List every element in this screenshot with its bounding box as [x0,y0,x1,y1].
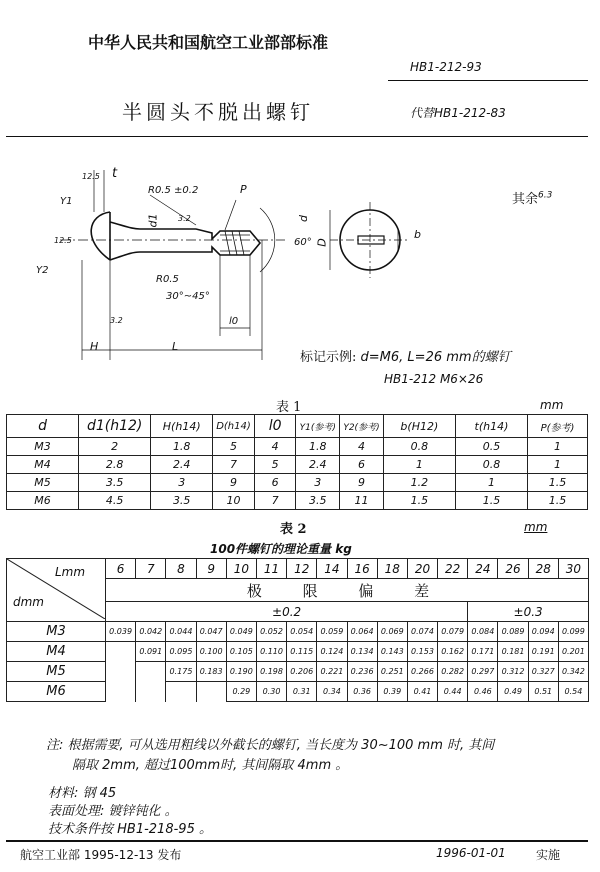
t2-cell [106,682,136,702]
marking-desc: d=M6, L=26 mm的螺钉 [360,350,511,365]
t1-cell: M4 [7,456,79,474]
label-H: H [90,340,99,353]
marking-code: HB1-212 M6×26 [384,372,484,386]
t2-len: 30 [558,559,588,579]
label-r1: R0.5 ±0.2 [148,185,199,196]
t1-h-7: b(H12) [383,415,455,438]
material: 材料: 钢 45 [48,786,117,801]
table1 [6,414,588,510]
t1-h-4: l0 [254,415,296,438]
t2-cell: 0.049 [226,622,256,642]
t2-cell [136,682,166,702]
t2-cell: 0.236 [347,662,377,682]
label-L: L [172,340,179,353]
t2-len: 8 [166,559,196,579]
label-t: t [112,166,118,181]
t1-cell: 4.5 [79,492,151,510]
t2-cell: 0.327 [528,662,558,682]
note-line2: 隔取 2mm, 超过100mm时, 其间隔取 4mm 。 [72,758,349,773]
table-row [7,492,588,510]
t2-cell: 0.143 [377,642,407,662]
t2-cell [106,662,136,682]
t2-cell: 0.153 [407,642,437,662]
t2-corner [7,559,106,622]
title-rule [6,136,588,137]
t2-cell: 0.042 [136,622,166,642]
t2-cell: 0.251 [377,662,407,682]
ra-3-2-a: 3.2 [178,214,191,223]
table2-caption: 100件螺钉的理论重量 kg [210,542,352,556]
t2-len: 16 [347,559,377,579]
label-D: D [315,238,329,247]
t1-cell: M5 [7,474,79,492]
marking-example [300,346,511,365]
note-line1: 注: 根据需要, 可从选用粗线以外截长的螺钉, 当长度为 30~100 mm 时, 其间 [46,738,495,753]
surface-note-text: 其余 [512,192,539,207]
table1-header-row [7,415,588,438]
t1-h-1: d1(h12) [79,415,151,438]
t2-cell: 0.190 [226,662,256,682]
t2-cell: 0.091 [136,642,166,662]
label-y1: Y1 [60,196,73,207]
label-d: d [296,215,310,222]
t2-cell: 0.074 [407,622,437,642]
t2-cell: 0.124 [317,642,347,662]
t2-cell: 0.044 [166,622,196,642]
t1-cell: 1.5 [528,492,588,510]
t2-cell [136,662,166,682]
t2-cell: 0.171 [468,642,498,662]
surface-note-value: 6.3 [538,190,553,201]
t2-len: 10 [226,559,256,579]
t2-len: 22 [438,559,468,579]
t1-cell: 2.8 [79,456,151,474]
table2-title: 表 2 [280,522,307,537]
marking-label: 标记示例: [300,350,357,365]
label-d1: d1 [146,213,160,228]
t2-cell [196,682,226,702]
issuer: 航空工业部 1995-12-13 发布 [20,848,182,862]
ra-3-2-b: 3.2 [110,316,123,325]
t1-cell: 2.4 [151,456,213,474]
t2-cell: 0.44 [438,682,468,702]
t1-h-6: Y2(参考) [340,415,384,438]
t2-len: 11 [256,559,286,579]
t1-cell: 2 [79,438,151,456]
t1-cell: 11 [340,492,384,510]
t2-cell: 0.39 [377,682,407,702]
t2-len: 28 [528,559,558,579]
table-row [7,622,589,642]
table2 [6,558,589,702]
t2-len: 18 [377,559,407,579]
t1-h-3: D(h14) [213,415,255,438]
table-row [7,474,588,492]
t2-cell: 0.089 [498,622,528,642]
t2-len: 9 [196,559,226,579]
t1-h-8: t(h14) [455,415,527,438]
t2-len: 6 [106,559,136,579]
standard-code: HB1-212-93 [410,60,482,74]
t1-cell: 10 [213,492,255,510]
surface-note [512,188,552,207]
t2-tol2: ±0.3 [468,602,589,622]
t2-cell: 0.297 [468,662,498,682]
t1-cell: 9 [213,474,255,492]
t2-cell: 0.221 [317,662,347,682]
t2-dia: M5 [7,662,106,682]
t2-len: 26 [498,559,528,579]
t1-cell: 1.8 [151,438,213,456]
table-row [7,682,589,702]
t2-cell: 0.134 [347,642,377,662]
t1-cell: 9 [340,474,384,492]
footer-rule [6,840,588,842]
t2-cell: 0.34 [317,682,347,702]
ra-12-5-a: 12.5 [82,172,100,181]
t2-cell: 0.312 [498,662,528,682]
table-row [7,662,589,682]
surface-treatment: 表面处理: 镀锌钝化 。 [48,804,178,819]
t2-cell: 0.100 [196,642,226,662]
label-angle: 30°~45° [166,291,210,302]
t1-cell: 1 [383,456,455,474]
t1-cell: 3.5 [296,492,340,510]
label-l0: l0 [229,316,239,327]
t1-cell: 6 [340,456,384,474]
t1-cell: 2.4 [296,456,340,474]
t1-cell: 7 [213,456,255,474]
t2-cell: 0.079 [438,622,468,642]
t2-cell: 0.36 [347,682,377,702]
label-p: P [240,183,247,196]
t2-cell: 0.052 [256,622,286,642]
t2-length-row [7,559,589,579]
t1-cell: 3 [296,474,340,492]
t1-cell: 3.5 [79,474,151,492]
t1-cell: 3 [151,474,213,492]
t2-cell: 0.31 [287,682,317,702]
t2-cell: 0.059 [317,622,347,642]
t2-cell: 0.41 [407,682,437,702]
replace-code: 代替HB1-212-83 [410,106,506,120]
t2-cell: 0.105 [226,642,256,662]
t2-cell: 0.054 [287,622,317,642]
t2-cell: 0.282 [438,662,468,682]
t2-len: 14 [317,559,347,579]
t2-cell: 0.191 [528,642,558,662]
t1-cell: 0.5 [455,438,527,456]
t2-cell: 0.064 [347,622,377,642]
t2-cell: 0.162 [438,642,468,662]
t2-cell: 0.094 [528,622,558,642]
t2-cell: 0.039 [106,622,136,642]
t2-dmm: dmm [13,595,44,609]
t1-h-9: P(参考) [528,415,588,438]
t1-h-2: H(h14) [151,415,213,438]
t2-cell: 0.110 [256,642,286,662]
t2-cell [166,682,196,702]
t1-cell: 1.8 [296,438,340,456]
t2-cell: 0.095 [166,642,196,662]
t2-body [7,622,589,702]
t2-cell: 0.46 [468,682,498,702]
t2-cell: 0.266 [407,662,437,682]
t1-cell: 1.2 [383,474,455,492]
t1-cell: 0.8 [383,438,455,456]
t2-cell: 0.181 [498,642,528,662]
t1-cell: 5 [254,456,296,474]
t1-cell: 0.8 [455,456,527,474]
t1-cell: 1 [528,438,588,456]
t1-cell: 3.5 [151,492,213,510]
t1-cell: 1 [528,456,588,474]
t2-len: 20 [407,559,437,579]
t1-cell: M6 [7,492,79,510]
t2-dia: M6 [7,682,106,702]
t2-len: 12 [287,559,317,579]
t2-cell: 0.206 [287,662,317,682]
doc-title: 半圆头不脱出螺钉 [122,100,314,124]
t2-cell: 0.175 [166,662,196,682]
header-rule [388,80,588,81]
t2-cell [106,642,136,662]
t2-dia: M3 [7,622,106,642]
table-row [7,456,588,474]
t2-cell: 0.51 [528,682,558,702]
t2-lmm: Lmm [55,565,86,579]
t1-h-0: d [7,415,79,438]
label-r05: R0.5 [156,274,179,285]
t1-cell: 1.5 [528,474,588,492]
tech-conditions: 技术条件按 HB1-218-95 。 [48,822,212,837]
t1-cell: 1.5 [383,492,455,510]
t2-dia: M4 [7,642,106,662]
t2-len: 7 [136,559,166,579]
t1-cell: 5 [213,438,255,456]
table2-unit: mm [524,520,548,534]
t1-cell: 1 [455,474,527,492]
table1-unit: mm [540,398,564,412]
t1-cell: 4 [340,438,384,456]
t2-cell: 0.54 [558,682,588,702]
t1-cell: 4 [254,438,296,456]
ra-12-5-b: 12.5 [54,236,72,245]
t2-cell: 0.069 [377,622,407,642]
impl-label: 实施 [536,848,561,862]
t1-cell: 7 [254,492,296,510]
label-60: 60° [294,237,312,248]
t2-cell: 0.099 [558,622,588,642]
t2-cell: 0.198 [256,662,286,682]
t2-cell: 0.49 [498,682,528,702]
t2-cell: 0.047 [196,622,226,642]
t2-cell: 0.29 [226,682,256,702]
screw-head [91,212,110,260]
t2-cell: 0.084 [468,622,498,642]
t2-cell: 0.115 [287,642,317,662]
t2-cell: 0.201 [558,642,588,662]
t2-cell: 0.342 [558,662,588,682]
impl-date: 1996-01-01 [436,846,506,860]
t1-cell: 6 [254,474,296,492]
t1-cell: M3 [7,438,79,456]
t2-cell: 0.30 [256,682,286,702]
table-row [7,438,588,456]
table1-title: 表 1 [276,400,302,415]
t2-cell: 0.183 [196,662,226,682]
t1-h-5: Y1(参考) [296,415,340,438]
table-row [7,642,589,662]
t2-tol1: ±0.2 [106,602,468,622]
label-y2: Y2 [36,265,49,276]
t2-deviation: 极 限 偏 差 [106,579,589,602]
t2-len: 24 [468,559,498,579]
screw-shank [110,222,260,260]
t1-cell: 1.5 [455,492,527,510]
org-title: 中华人民共和国航空工业部部标准 [88,33,329,52]
label-b: b [414,228,421,241]
